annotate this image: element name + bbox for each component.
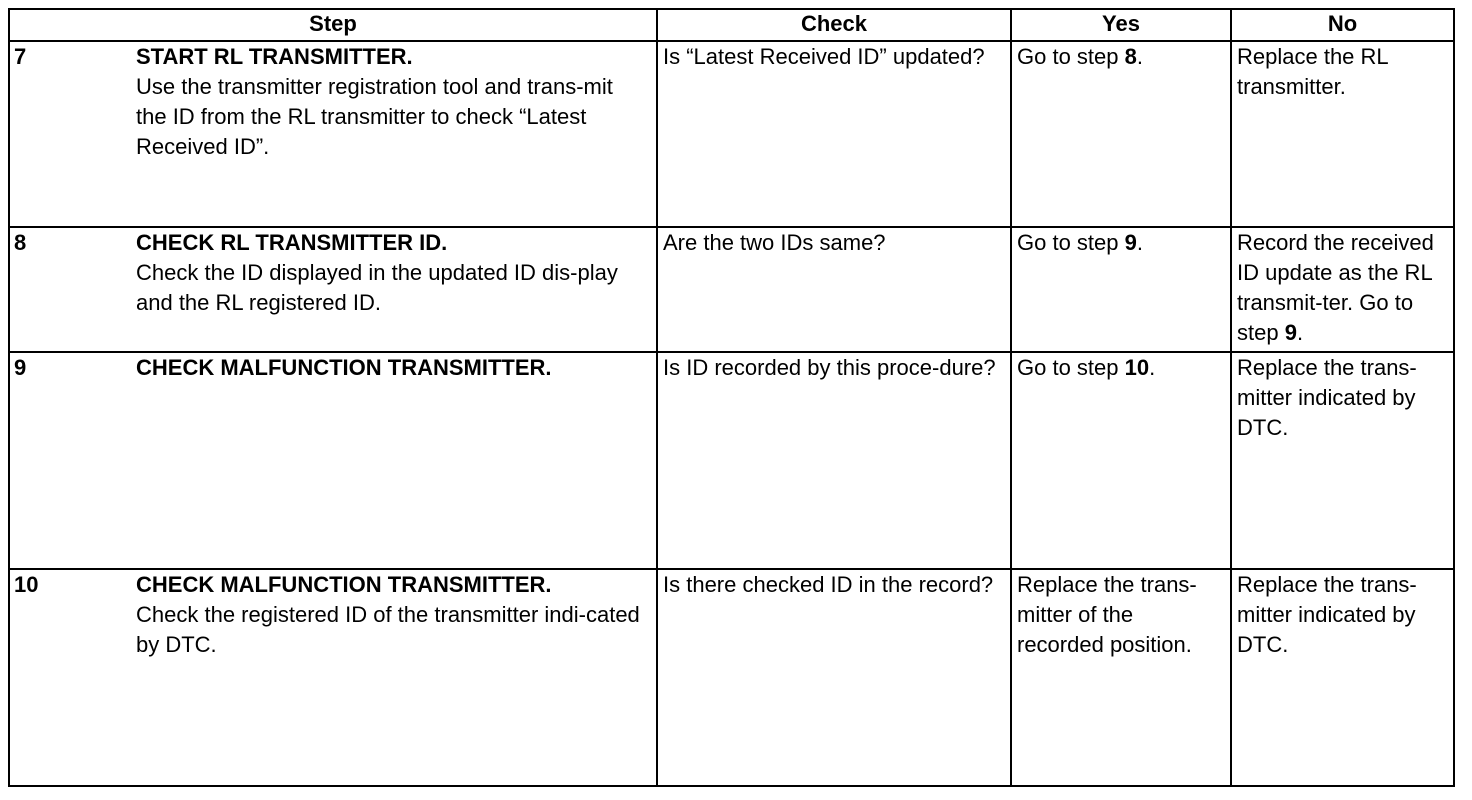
table-row	[9, 41, 1454, 227]
step-description: Check the ID displayed in the updated ID dis-play and the RL registered ID.	[136, 260, 618, 315]
no-cell: Replace the trans-mitter indicated by DTC.	[1231, 352, 1454, 569]
step-number: 10	[14, 572, 39, 597]
step-cell	[9, 41, 657, 227]
no-cell: Replace the trans-mitter indicated by DTC.	[1231, 569, 1454, 786]
check-cell: Are the two IDs same?	[657, 227, 1011, 352]
step-number: 7	[14, 44, 27, 69]
header-no: No	[1231, 9, 1454, 41]
yes-cell: Go to step 8.	[1011, 41, 1231, 227]
step-description: Use the transmitter registration tool and trans-mit the ID from the RL transmitter to check “Latest Received ID”.	[136, 74, 613, 159]
step-title: CHECK MALFUNCTION TRANSMITTER.	[136, 572, 552, 597]
no-cell: Record the received ID update as the RL transmit-ter. Go to step 9.	[1231, 227, 1454, 352]
step-title: START RL TRANSMITTER.	[136, 44, 413, 69]
step-description: Check the registered ID of the transmitter indi-cated by DTC.	[136, 602, 640, 657]
header-check: Check	[657, 9, 1011, 41]
header-row	[9, 9, 1454, 41]
table-row	[9, 569, 1454, 786]
procedure-table	[8, 8, 1455, 787]
step-number: 9	[14, 355, 27, 380]
step-cell	[9, 352, 657, 569]
yes-cell: Replace the trans-mitter of the recorded position.	[1011, 569, 1231, 786]
step-number: 8	[14, 230, 27, 255]
yes-cell: Go to step 9.	[1011, 227, 1231, 352]
table-row	[9, 352, 1454, 569]
step-cell	[9, 227, 657, 352]
header-step: Step	[9, 9, 657, 41]
step-cell	[9, 569, 657, 786]
table-row	[9, 227, 1454, 352]
check-cell: Is ID recorded by this proce-dure?	[657, 352, 1011, 569]
check-cell: Is there checked ID in the record?	[657, 569, 1011, 786]
yes-cell: Go to step 10.	[1011, 352, 1231, 569]
step-title: CHECK RL TRANSMITTER ID.	[136, 230, 448, 255]
no-cell: Replace the RL transmitter.	[1231, 41, 1454, 227]
header-yes: Yes	[1011, 9, 1231, 41]
check-cell: Is “Latest Received ID” updated?	[657, 41, 1011, 227]
step-title: CHECK MALFUNCTION TRANSMITTER.	[136, 355, 552, 380]
